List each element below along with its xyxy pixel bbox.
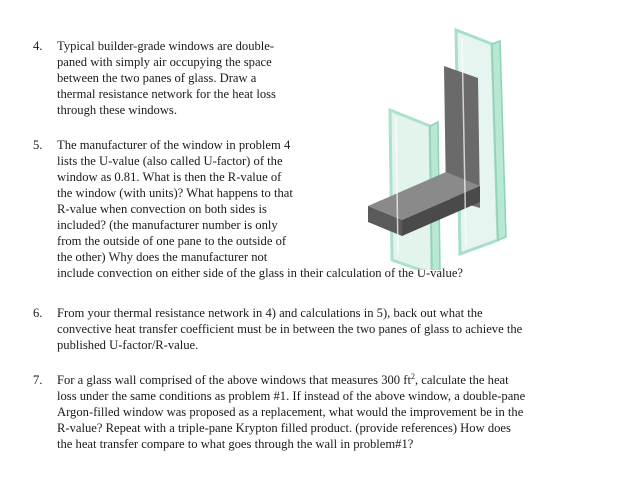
question-text-line: the window (with units)? What happens to that <box>57 186 293 200</box>
question-text-line: published U-factor/R-value. <box>57 338 199 352</box>
question-text-line: the other) Why does the manufacturer not <box>57 250 268 264</box>
question-text-line: paned with simply air occupying the space <box>57 55 272 69</box>
question-text-line: From your thermal resistance network in 4) and calculations in 5), back out what the <box>57 306 483 320</box>
question-text-line: include convection on either side of the glass in their calculation of the U-value? <box>57 266 464 280</box>
question-text-line: from the outside of one pane to the outside of <box>57 234 287 248</box>
double-pane-window-illustration <box>360 22 550 270</box>
question-text-line: between the two panes of glass. Draw a <box>57 71 257 85</box>
question-text-line: Argon-filled window was proposed as a replacement, what would the improvement be in the <box>57 405 524 419</box>
question-text-line: Typical builder-grade windows are double- <box>57 39 275 53</box>
superscript: 2 <box>410 371 415 381</box>
question-text-line: included? (the manufacturer number is only <box>57 218 278 232</box>
question-number: 5. <box>33 138 43 152</box>
question-text-line: thermal resistance network for the heat loss <box>57 87 276 101</box>
question-text-line: lists the U-value (also called U-factor) of the <box>57 154 283 168</box>
question-text-line: convective heat transfer coefficient must be in between the two panes of glass to achieve the <box>57 322 523 336</box>
text-segment: , calculate the heat <box>414 373 509 387</box>
question-number: 7. <box>33 373 43 387</box>
question-text-line: R-value when convection on both sides is <box>57 202 267 216</box>
question-text-line: the heat transfer compare to what goes through the wall in problem#1? <box>57 437 414 451</box>
question-text-line: loss under the same conditions as problem #1. If instead of the above window, a double-pane <box>57 389 526 403</box>
question-text-line: The manufacturer of the window in problem 4 <box>57 138 291 152</box>
question-text-line <box>57 372 509 388</box>
text-segment: For a glass wall comprised of the above windows that measures 300 ft <box>57 373 411 387</box>
question-text-line: R-value? Repeat with a triple-pane Krypton filled product. (provide references) How does <box>57 421 511 435</box>
question-text-line: through these windows. <box>57 103 177 117</box>
question-number: 4. <box>33 39 43 53</box>
question-text-line: window as 0.81. What is then the R-value of <box>57 170 282 184</box>
question-number: 6. <box>33 306 43 320</box>
